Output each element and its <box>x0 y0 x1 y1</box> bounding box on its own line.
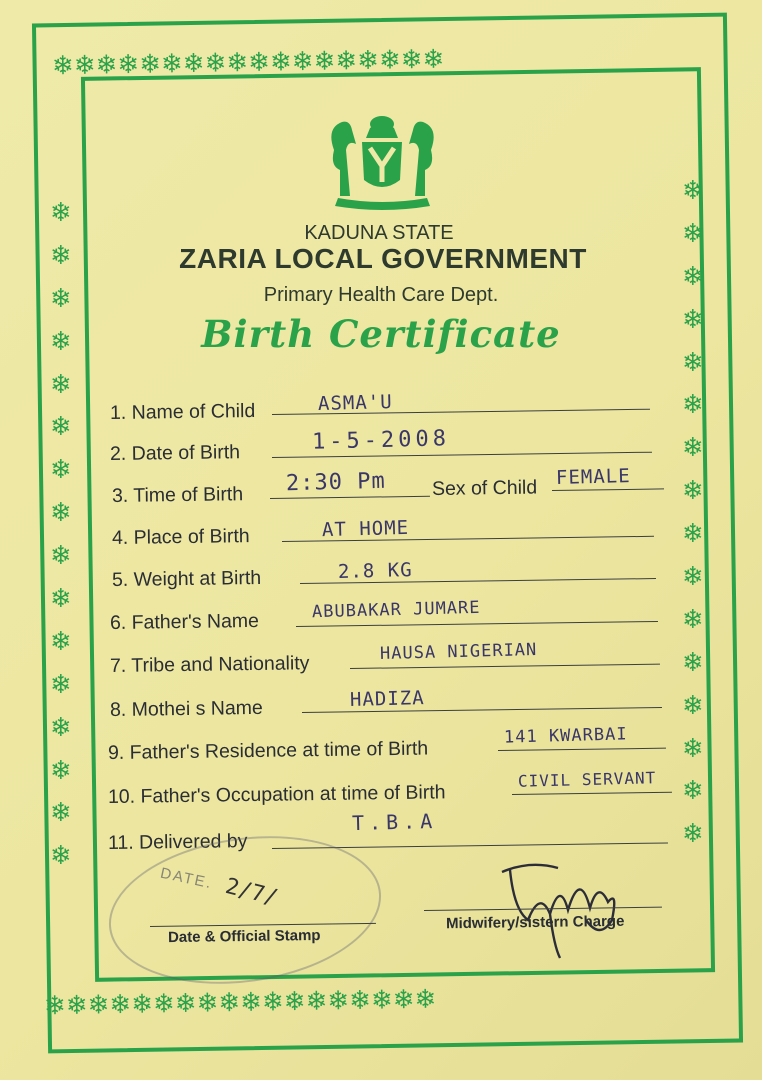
snowflake-icon: ❄ <box>138 49 162 80</box>
field-value-delivered-by: T.B.A <box>351 808 438 836</box>
snowflake-icon: ❄ <box>50 712 72 743</box>
field-value-time-of-birth: 2:30 Pm <box>285 468 387 497</box>
snowflake-icon: ❄ <box>682 176 704 206</box>
snowflake-icon: ❄ <box>196 988 219 1019</box>
snowflake-icon: ❄ <box>682 433 704 464</box>
snowflake-icon: ❄ <box>291 46 314 78</box>
snowflake-icon: ❄ <box>50 841 72 872</box>
snowflake-icon: ❄ <box>218 988 241 1019</box>
snowflake-icon: ❄ <box>348 985 372 1017</box>
field-label-mothers-name: 8. Mothei s Name <box>109 696 263 721</box>
snowflake-icon: ❄ <box>50 755 72 786</box>
snowflake-icon: ❄ <box>50 626 72 657</box>
field-value-fathers-name: ABUBAKAR JUMARE <box>311 597 481 623</box>
snowflake-icon: ❄ <box>50 326 72 357</box>
field-label-date-of-birth: 2. Date of Birth <box>109 441 241 465</box>
snowflake-icon: ❄ <box>682 776 704 807</box>
snowflake-icon: ❄ <box>130 989 154 1020</box>
field-label-place-of-birth: 4. Place of Birth <box>111 525 250 549</box>
snowflake-icon: ❄ <box>261 987 285 1018</box>
snowflake-icon: ❄ <box>682 819 704 850</box>
field-value-name-of-child: ASMA'U <box>317 391 393 415</box>
snowflake-icon: ❄ <box>370 985 393 1016</box>
field-value-sex-of-child: FEMALE <box>555 465 631 489</box>
snowflake-icon: ❄ <box>50 541 72 572</box>
snowflake-icon: ❄ <box>414 984 437 1015</box>
snowflake-icon: ❄ <box>50 240 72 271</box>
snowflake-icon: ❄ <box>356 45 380 77</box>
midwife-signature <box>490 850 640 960</box>
field-label-delivered-by: 11. Delivered by <box>107 830 248 854</box>
field-value-fathers-residence: 141 KWARBAI <box>503 724 628 748</box>
snowflake-icon: ❄ <box>269 47 293 78</box>
snowflake-icon: ❄ <box>43 991 67 1022</box>
snowflake-icon: ❄ <box>682 304 704 335</box>
field-value-mothers-name: HADIZA <box>349 687 425 711</box>
state-name: KADUNA STATE <box>304 222 454 244</box>
snowflake-icon: ❄ <box>400 44 423 76</box>
snowflake-icon: ❄ <box>174 988 197 1020</box>
snowflake-icon: ❄ <box>50 584 72 615</box>
snowflake-icon: ❄ <box>422 44 445 75</box>
snowflake-icon: ❄ <box>247 47 271 78</box>
snowflake-icon: ❄ <box>95 50 118 81</box>
field-label-fathers-name: 6. Father's Name <box>109 609 260 634</box>
snowflake-icon: ❄ <box>50 798 72 829</box>
snowflake-icon: ❄ <box>152 989 176 1020</box>
field-label-time-of-birth: 3. Time of Birth <box>111 483 244 507</box>
snowflake-icon: ❄ <box>50 198 72 228</box>
snowflake-icon: ❄ <box>378 45 401 76</box>
local-government-name: ZARIA LOCAL GOVERNMENT <box>179 243 587 274</box>
field-value-place-of-birth: AT HOME <box>321 516 410 542</box>
snowflake-icon: ❄ <box>682 218 704 249</box>
snowflake-icon: ❄ <box>65 990 88 1022</box>
snowflake-icon: ❄ <box>204 48 227 79</box>
snowflake-icon: ❄ <box>50 369 72 400</box>
snowflake-icon: ❄ <box>50 455 72 486</box>
snowflake-icon: ❄ <box>160 49 184 80</box>
snowflake-icon: ❄ <box>182 48 205 80</box>
snowflake-icon: ❄ <box>50 412 72 443</box>
field-label-tribe-and-nationality: 7. Tribe and Nationality <box>109 652 310 677</box>
snowflake-icon: ❄ <box>109 989 132 1021</box>
snowflake-icon: ❄ <box>283 986 306 1018</box>
top-ornament-row <box>51 44 445 82</box>
snowflake-icon: ❄ <box>335 46 358 77</box>
field-label-sex-of-child: Sex of Child <box>431 476 538 500</box>
stamp-handwritten-date: 2/7/ <box>222 873 281 912</box>
snowflake-icon: ❄ <box>50 669 72 700</box>
snowflake-icon: ❄ <box>682 604 704 635</box>
snowflake-icon: ❄ <box>87 990 110 1021</box>
certificate-title: Birth Certificate <box>201 312 561 356</box>
snowflake-icon: ❄ <box>392 984 415 1016</box>
department-name: Primary Health Care Dept. <box>263 284 499 306</box>
field-value-weight-at-birth: 2.8 KG <box>337 559 413 583</box>
snowflake-icon: ❄ <box>682 476 704 507</box>
snowflake-icon: ❄ <box>682 733 704 764</box>
snowflake-icon: ❄ <box>305 986 328 1017</box>
snowflake-icon: ❄ <box>239 987 263 1018</box>
snowflake-icon: ❄ <box>73 50 96 82</box>
snowflake-icon: ❄ <box>682 390 704 421</box>
field-label-name-of-child: 1. Name of Child <box>109 399 256 424</box>
snowflake-icon: ❄ <box>682 261 704 292</box>
snowflake-icon: ❄ <box>682 647 704 678</box>
bottom-ornament-row <box>43 984 437 1022</box>
nigeria-coat-of-arms-icon <box>320 110 445 215</box>
snowflake-icon: ❄ <box>50 498 72 529</box>
field-value-tribe-and-nationality: HAUSA NIGERIAN <box>379 639 538 665</box>
signature-label: Midwifery/sistern Charge <box>445 912 625 933</box>
snowflake-icon: ❄ <box>313 46 336 77</box>
snowflake-icon: ❄ <box>50 283 72 314</box>
snowflake-icon: ❄ <box>682 347 704 378</box>
snowflake-icon: ❄ <box>117 49 140 81</box>
stamp-date-text: DATE. <box>158 864 215 893</box>
field-value-fathers-occupation: CIVIL SERVANT <box>517 768 657 791</box>
snowflake-icon: ❄ <box>226 48 249 79</box>
snowflake-icon: ❄ <box>327 986 350 1017</box>
snowflake-icon: ❄ <box>682 519 704 550</box>
field-label-fathers-occupation: 10. Father's Occupation at time of Birth <box>107 781 446 808</box>
stamp-label: Date & Official Stamp <box>167 926 321 947</box>
field-value-date-of-birth: 1-5-2008 <box>311 426 451 455</box>
snowflake-icon: ❄ <box>682 690 704 721</box>
field-label-fathers-residence: 9. Father's Residence at time of Birth <box>107 737 429 764</box>
snowflake-icon: ❄ <box>51 51 75 82</box>
field-label-weight-at-birth: 5. Weight at Birth <box>111 566 262 591</box>
snowflake-icon: ❄ <box>682 562 704 593</box>
